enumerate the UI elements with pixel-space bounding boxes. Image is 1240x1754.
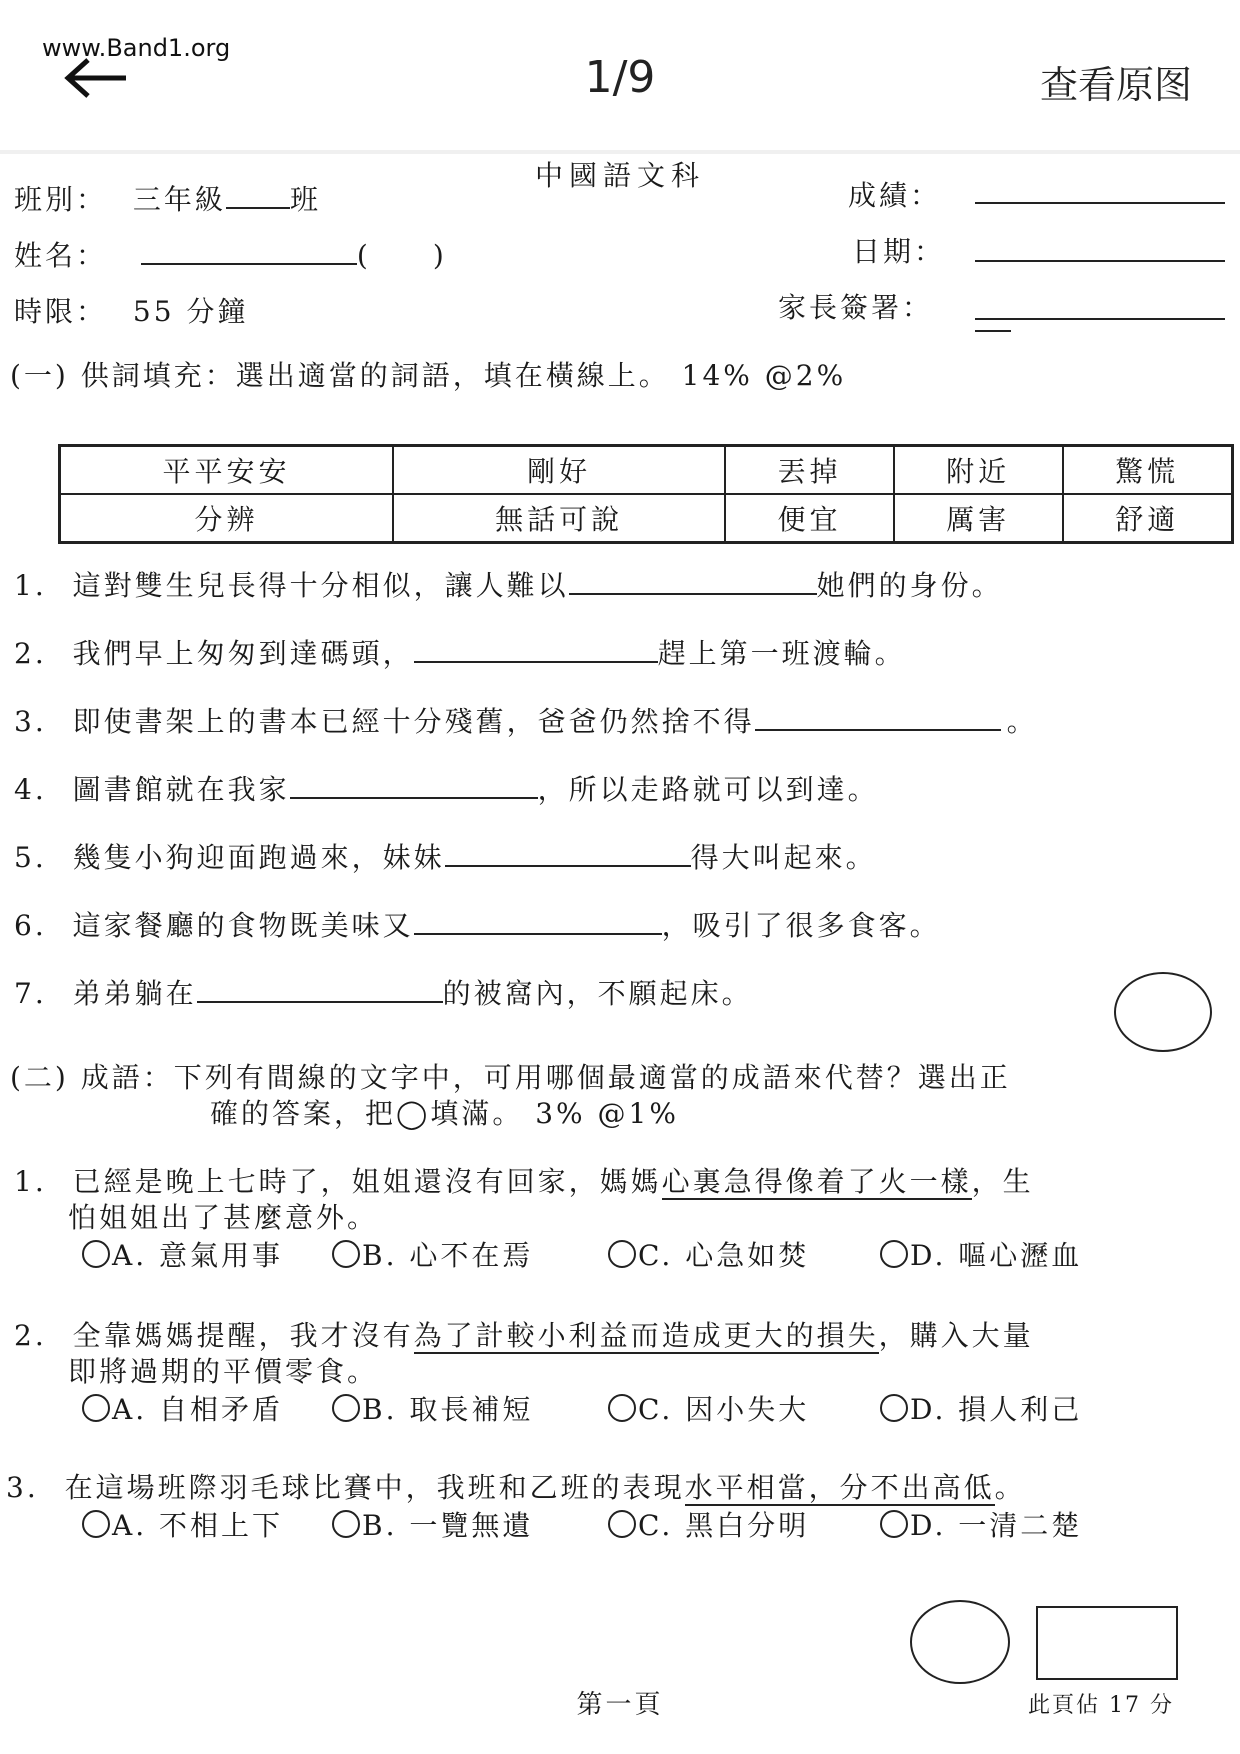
option-label: C. 因小失大 (638, 1393, 810, 1426)
option[interactable] (332, 1388, 608, 1428)
question-text: ，購入大量 (878, 1319, 1034, 1352)
question-text: 這家餐廳的食物既美味又 (72, 909, 414, 942)
section2-title-line2: 確的答案，把◯填滿。 3% @1% (210, 1097, 679, 1130)
question-number: 4. (14, 773, 47, 806)
section2-title-line1: (二) 成語：下列有間線的文字中，可用哪個最適當的成語來代替？選出正 (10, 1061, 1011, 1094)
word-bank-cell: 丟掉 (725, 446, 894, 495)
question-text-continued: 即將過期的平價零食。 (68, 1355, 379, 1388)
word-bank-cell: 平平安安 (60, 446, 393, 495)
option-label: A. 自相矛盾 (112, 1393, 284, 1426)
word-bank-cell: 剛好 (393, 446, 725, 495)
time-label: 時限： (14, 295, 108, 328)
stray-mark (975, 330, 1011, 332)
option-label: D. 嘔心瀝血 (910, 1239, 1083, 1272)
question-number: 6. (14, 909, 47, 942)
word-bank-cell: 分辨 (60, 494, 393, 543)
class-blank (226, 181, 290, 209)
fill-question (14, 564, 1003, 604)
radio-circle[interactable] (332, 1240, 360, 1268)
question-text: 得大叫起來。 (690, 841, 877, 874)
option-label: B. 取長補短 (362, 1393, 534, 1426)
class-grade: 三年級 (132, 183, 226, 216)
parent-signature-label: 家長簽署： (778, 291, 934, 324)
time-field (14, 290, 248, 330)
question-number: 3. (6, 1471, 39, 1504)
question-text: 我們早上匆匆到達碼頭， (72, 637, 414, 670)
radio-circle[interactable] (608, 1510, 636, 1538)
idiom-question (14, 1314, 1034, 1354)
date-label: 日期： (852, 235, 946, 268)
question-text: 幾隻小狗迎面跑過來，妹妹 (72, 841, 445, 874)
page-marks-label: 此頁佔 17 分 (1028, 1693, 1174, 1718)
subject-title: 中國語文科 (534, 159, 705, 192)
question-text-continued: 怕姐姐出了甚麼意外。 (68, 1201, 379, 1234)
options-row (82, 1504, 1082, 1544)
parent-signature-blank (975, 292, 1225, 320)
score-circle (1114, 972, 1212, 1052)
question-text: 弟弟躺在 (72, 977, 197, 1010)
radio-circle[interactable] (880, 1510, 908, 1538)
answer-blank[interactable] (569, 567, 817, 595)
class-number-paren: ( ) (356, 239, 447, 272)
option-label: B. 心不在焉 (362, 1239, 534, 1272)
option[interactable] (880, 1234, 1082, 1274)
radio-circle[interactable] (608, 1240, 636, 1268)
view-original-button[interactable]: 查看原图 (1039, 63, 1192, 107)
option[interactable] (82, 1504, 332, 1544)
question-text: 即使書架上的書本已經十分殘舊，爸爸仍然捨不得 (72, 705, 755, 738)
radio-circle[interactable] (82, 1394, 110, 1422)
underlined-phrase: 為了計較小利益而造成更大的損失 (413, 1319, 879, 1352)
viewer-toolbar (0, 0, 1240, 150)
question-text: 這對雙生兒長得十分相似，讓人難以 (72, 569, 569, 602)
option-label: D. 一清二楚 (910, 1509, 1083, 1542)
word-bank-row (60, 494, 1233, 543)
fill-question (14, 632, 906, 672)
option[interactable] (82, 1234, 332, 1274)
question-text: ，所以走路就可以到達。 (537, 773, 879, 806)
answer-blank[interactable] (197, 975, 443, 1003)
option-label: A. 不相上下 (112, 1509, 284, 1542)
word-bank-cell: 便宜 (725, 494, 894, 543)
page-indicator: 1/9 (584, 52, 656, 103)
radio-circle[interactable] (332, 1510, 360, 1538)
underlined-phrase: 水平相當，分不出高低 (684, 1471, 995, 1504)
option-label: A. 意氣用事 (112, 1239, 284, 1272)
date-blank (975, 234, 1225, 262)
word-bank-table (58, 444, 1234, 544)
score-circle (910, 1600, 1010, 1684)
question-number: 1. (14, 569, 47, 602)
worksheet-page (0, 154, 1240, 1754)
site-watermark: www.Band1.org (42, 34, 231, 62)
option[interactable] (880, 1504, 1082, 1544)
question-text: 她們的身份。 (816, 569, 1003, 602)
option[interactable] (332, 1234, 608, 1274)
question-number: 2. (14, 1319, 47, 1352)
question-text: 。 (1006, 705, 1038, 738)
option-label: B. 一覽無遺 (362, 1509, 534, 1542)
question-text: ，生 (971, 1165, 1034, 1198)
name-blank (141, 237, 357, 265)
option[interactable] (82, 1388, 332, 1428)
idiom-question (6, 1466, 1026, 1506)
question-text: 已經是晚上七時了，姐姐還沒有回家，媽媽 (72, 1165, 662, 1198)
question-number: 5. (14, 841, 47, 874)
options-row (82, 1234, 1082, 1274)
option[interactable] (332, 1504, 608, 1544)
answer-blank[interactable] (445, 839, 691, 867)
question-number: 1. (14, 1165, 47, 1198)
score-box (1036, 1606, 1178, 1680)
radio-circle[interactable] (880, 1240, 908, 1268)
radio-circle[interactable] (332, 1394, 360, 1422)
option[interactable] (608, 1388, 880, 1428)
answer-blank[interactable] (414, 635, 658, 663)
fill-question (14, 700, 1038, 740)
page-number-label: 第一頁 (576, 1690, 664, 1720)
time-value: 55 分鐘 (132, 295, 249, 328)
class-label: 班別： (14, 183, 108, 216)
word-bank-cell: 驚慌 (1063, 446, 1233, 495)
question-text: 。 (994, 1471, 1026, 1504)
section1-title: (一) 供詞填充：選出適當的詞語，填在橫線上。 14% @2% (10, 359, 847, 392)
option-label: D. 損人利己 (910, 1393, 1083, 1426)
options-row (82, 1388, 1082, 1428)
answer-blank[interactable] (414, 907, 662, 935)
name-label: 姓名： (14, 239, 108, 272)
question-text: 趕上第一班渡輪。 (657, 637, 906, 670)
word-bank-cell: 無話可說 (393, 494, 725, 543)
question-text: 的被窩內，不願起床。 (442, 977, 753, 1010)
fill-question (14, 768, 879, 808)
question-text: 全靠媽媽提醒，我才沒有 (72, 1319, 414, 1352)
idiom-question (14, 1160, 1034, 1200)
class-suffix: 班 (289, 183, 321, 216)
radio-circle[interactable] (608, 1394, 636, 1422)
fill-question (14, 972, 753, 1012)
radio-circle[interactable] (82, 1510, 110, 1538)
word-bank-row (60, 446, 1233, 495)
option[interactable] (880, 1388, 1082, 1428)
fill-question (14, 904, 941, 944)
question-number: 3. (14, 705, 47, 738)
underlined-phrase: 心裏急得像着了火一樣 (661, 1165, 972, 1198)
word-bank-cell: 附近 (894, 446, 1063, 495)
word-bank-cell: 厲害 (894, 494, 1063, 543)
question-text: ，吸引了很多食客。 (661, 909, 941, 942)
score-label: 成績： (848, 179, 942, 212)
answer-blank[interactable] (755, 703, 1001, 731)
option-label: C. 黑白分明 (638, 1509, 810, 1542)
radio-circle[interactable] (82, 1240, 110, 1268)
option-label: C. 心急如焚 (638, 1239, 810, 1272)
question-number: 7. (14, 977, 47, 1010)
word-bank-cell: 舒適 (1063, 494, 1233, 543)
name-field (14, 234, 447, 274)
answer-blank[interactable] (290, 771, 538, 799)
question-text: 圖書館就在我家 (72, 773, 290, 806)
question-number: 2. (14, 637, 47, 670)
radio-circle[interactable] (880, 1394, 908, 1422)
option[interactable] (608, 1504, 880, 1544)
question-text: 在這場班際羽毛球比賽中，我班和乙班的表現 (64, 1471, 685, 1504)
score-blank (975, 176, 1225, 204)
option[interactable] (608, 1234, 880, 1274)
fill-question (14, 836, 877, 876)
class-field (14, 178, 321, 218)
